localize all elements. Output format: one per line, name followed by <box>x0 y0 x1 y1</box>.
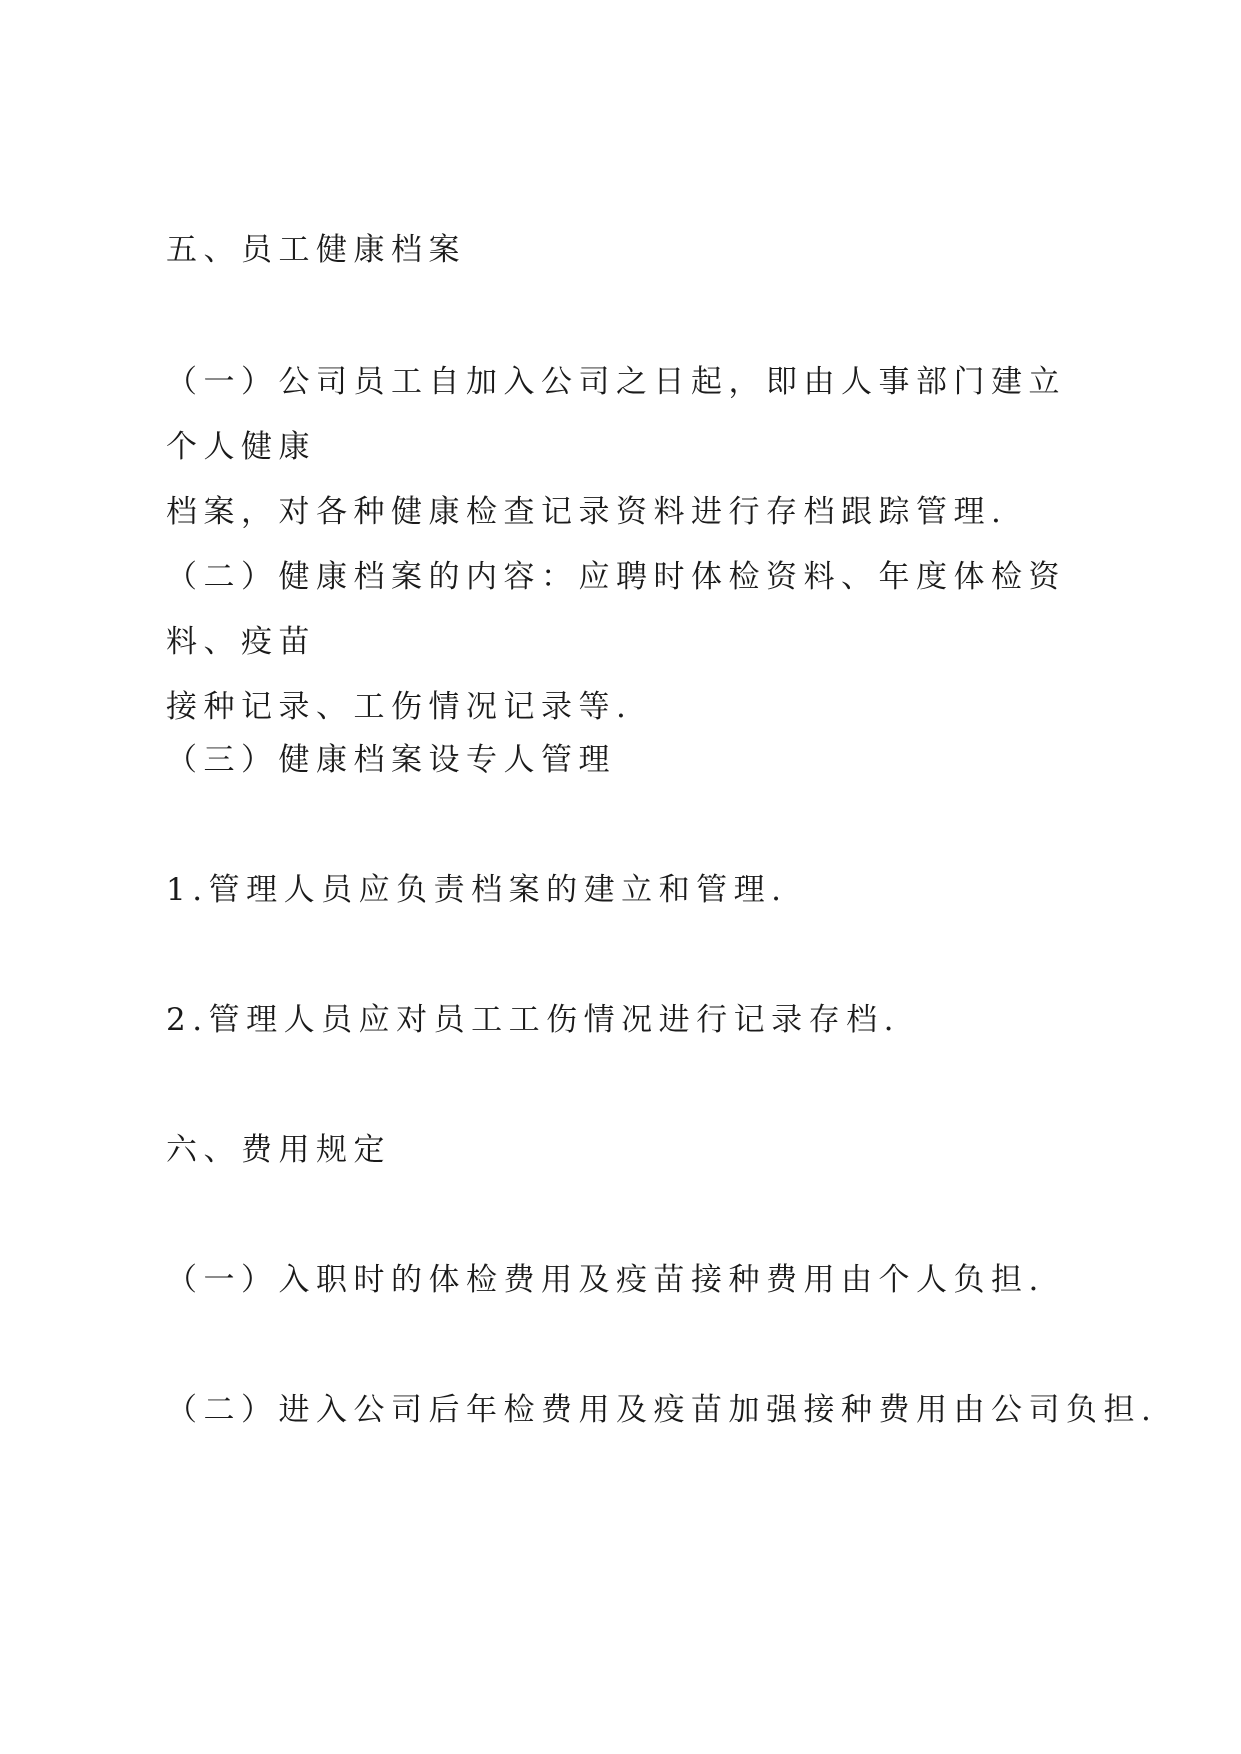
paragraph-line: 接种记录、工伤情况记录等. <box>166 689 633 725</box>
paragraph-expense-item-2: （二）进入公司后年检费用及疫苗加强接种费用由公司负担. <box>166 1392 1158 1428</box>
paragraph-line: （二）健康档案的内容：应聘时体检资料、年度体检资料、疫苗 <box>166 559 1066 660</box>
section-heading-health-records: 五、员工健康档案 <box>166 232 466 268</box>
numbered-item-2: 2.管理人员应对员工工伤情况进行记录存档. <box>166 1002 900 1038</box>
paragraph-expense-item-1: （一）入职时的体检费用及疫苗接种费用由个人负担. <box>166 1262 1045 1298</box>
paragraph-line: 档案，对各种健康检查记录资料进行存档跟踪管理. <box>166 494 1008 530</box>
section-heading-expenses: 六、费用规定 <box>166 1132 391 1168</box>
paragraph-item-1 <box>166 350 1096 545</box>
paragraph-line: （一）公司员工自加入公司之日起，即由人事部门建立个人健康 <box>166 364 1066 465</box>
paragraph-item-2 <box>166 545 1096 740</box>
paragraph-item-3: （三）健康档案设专人管理 <box>166 742 616 778</box>
numbered-item-1: 1.管理人员应负责档案的建立和管理. <box>166 872 788 908</box>
